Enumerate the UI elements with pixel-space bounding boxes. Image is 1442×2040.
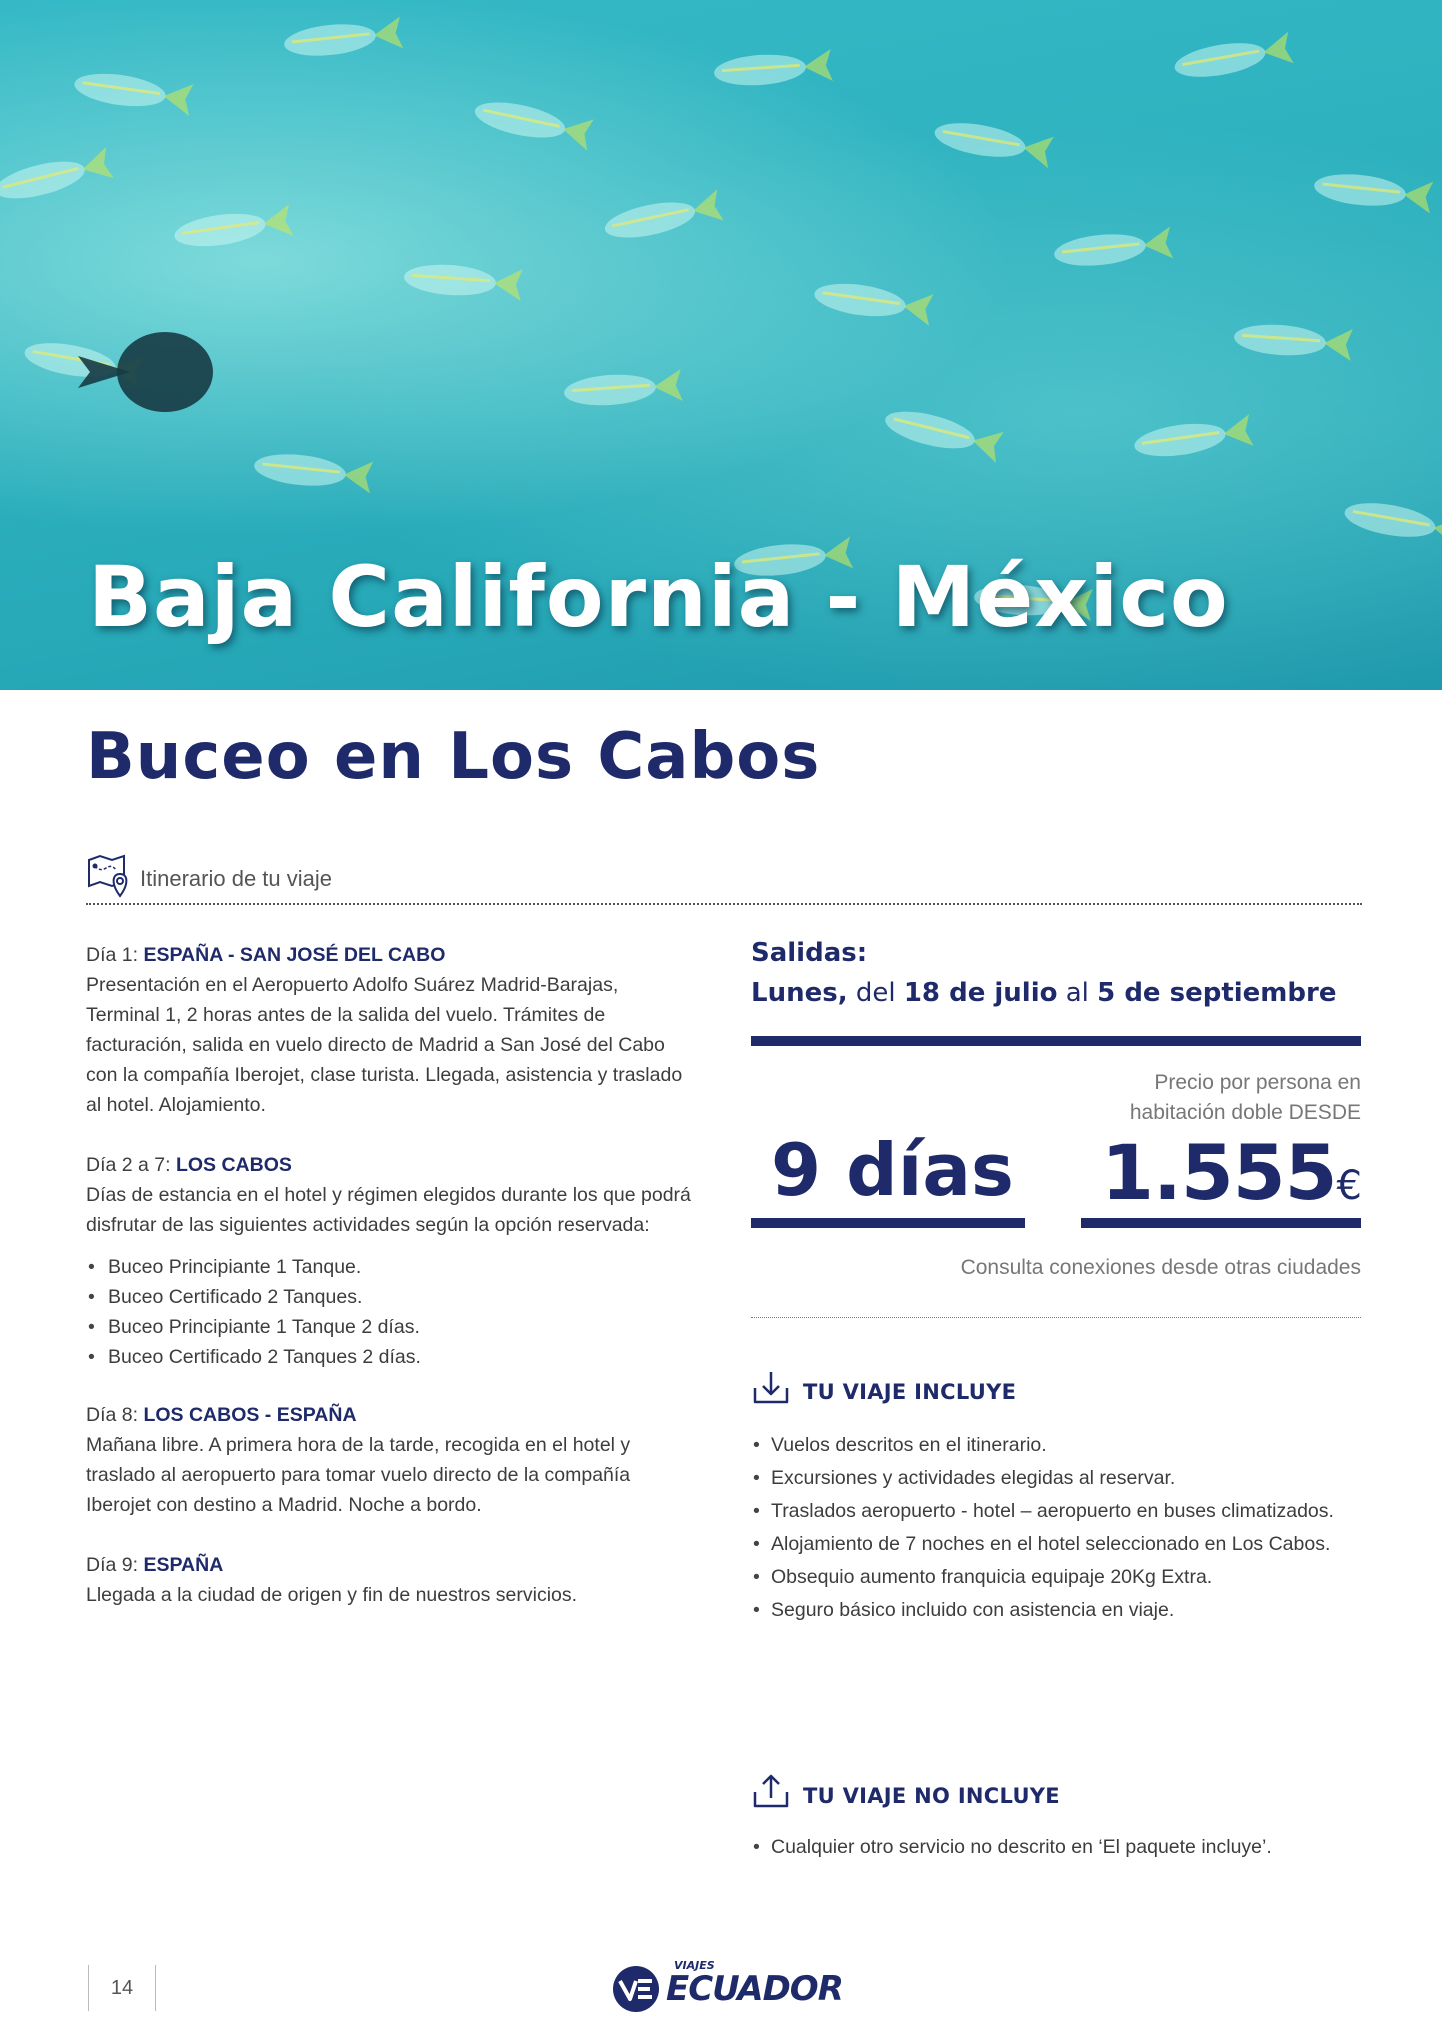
price-underline — [1081, 1218, 1361, 1228]
day-description: Presentación en el Aeropuerto Adolfo Suárez Madrid-Barajas, Terminal 1, 2 horas antes de la salida del vuelo. Trámites de facturación, salida en vuelo directo de Madrid a San José del Cabo con la compañía Iberojet, clase turista. Llegada, asistencia y traslado al hotel. Alojamiento. — [86, 974, 683, 1116]
departures-label: Salidas: — [751, 938, 868, 968]
price-value: 1.555 — [1101, 1128, 1337, 1217]
list-item: • Buceo Principiante 1 Tanque. — [86, 1252, 696, 1282]
divider-includes — [751, 1317, 1361, 1318]
day-destination: ESPAÑA — [143, 1554, 224, 1576]
page-number: 14 — [88, 1965, 156, 2011]
day-description: Mañana libre. A primera hora de la tarde, recogida en el hotel y traslado al aeropuerto para tomar vuelo directo de la compañía Iberojet con destino a Madrid. Noche a bordo. — [86, 1434, 631, 1516]
list-item: • Buceo Certificado 2 Tanques. — [86, 1282, 696, 1312]
logo-mark-icon — [610, 1963, 662, 2015]
hero-title: Baja California - México — [88, 548, 1229, 646]
trip-duration: 9 días — [771, 1128, 1014, 1212]
list-item: • Buceo Principiante 1 Tanque 2 días. — [86, 1312, 696, 1342]
divider-itinerary — [86, 903, 1362, 905]
hero-image — [0, 0, 1442, 690]
map-pin-icon — [86, 852, 132, 900]
price-amount — [1101, 1128, 1361, 1217]
brand-logo — [610, 1955, 850, 2019]
from-word: del — [855, 978, 896, 1008]
excludes-list — [751, 1834, 1351, 1867]
connections-note: Consulta conexiones desde otras ciudades — [960, 1256, 1361, 1279]
excludes-header — [751, 1772, 1361, 1816]
list-item: • Alojamiento de 7 noches en el hotel seleccionado en Los Cabos. — [751, 1531, 1351, 1558]
list-item: • Obsequio aumento franquicia equipaje 20Kg Extra. — [751, 1564, 1351, 1591]
departures-dates — [751, 978, 1361, 1008]
includes-header — [751, 1368, 1361, 1412]
departure-end-date: 5 de septiembre — [1097, 978, 1337, 1008]
day-description: Llegada a la ciudad de origen y fin de nuestros servicios. — [86, 1584, 578, 1606]
day-number: Día 8: — [86, 1404, 144, 1426]
includes-title: TU VIAJE INCLUYE — [803, 1380, 1017, 1404]
list-item: • Cualquier otro servicio no descrito en ‘El paquete incluye’. — [751, 1834, 1351, 1861]
logo-big-text: ECUADOR — [666, 1969, 843, 2009]
day-destination: ESPAÑA - SAN JOSÉ DEL CABO — [143, 944, 446, 966]
day-destination: LOS CABOS — [175, 1154, 292, 1176]
departure-weekday: Lunes, — [751, 978, 848, 1008]
price-note — [1130, 1068, 1361, 1128]
duration-underline — [751, 1218, 1025, 1228]
day-destination: LOS CABOS - ESPAÑA — [143, 1404, 357, 1426]
itinerary-day-9 — [86, 1550, 696, 1610]
divider-bar — [751, 1036, 1361, 1046]
price-box — [751, 938, 1361, 1318]
list-item: • Buceo Certificado 2 Tanques 2 días. — [86, 1342, 696, 1372]
upload-icon — [751, 1772, 791, 1812]
includes-list — [751, 1432, 1351, 1630]
itinerary-day-1 — [86, 940, 696, 1120]
day-number: Día 9: — [86, 1554, 144, 1576]
itinerary-label: Itinerario de tu viaje — [140, 866, 332, 891]
excludes-title: TU VIAJE NO INCLUYE — [803, 1784, 1060, 1808]
itinerary-list — [86, 940, 696, 1640]
currency-symbol: € — [1336, 1163, 1361, 1209]
list-item: • Seguro básico incluido con asistencia en viaje. — [751, 1597, 1351, 1624]
itinerary-day-8 — [86, 1400, 696, 1520]
trip-title: Buceo en Los Cabos — [86, 720, 821, 794]
departure-start-date: 18 de julio — [903, 978, 1058, 1008]
itinerary-header — [86, 850, 1362, 908]
day-description: Días de estancia en el hotel y régimen elegidos durante los que podrá disfrutar de las siguientes actividades según la opción reservada: — [86, 1184, 691, 1236]
day-number: Día 1: — [86, 944, 144, 966]
day-number: Día 2 a 7: — [86, 1154, 176, 1176]
download-icon — [751, 1368, 791, 1408]
price-note-line-1: Precio por persona en — [1154, 1071, 1361, 1094]
list-item: • Traslados aeropuerto - hotel – aeropuerto en buses climatizados. — [751, 1498, 1351, 1525]
price-note-line-2: habitación doble DESDE — [1129, 1101, 1361, 1124]
list-item: • Vuelos descritos en el itinerario. — [751, 1432, 1351, 1459]
itinerary-day-2-7 — [86, 1150, 696, 1240]
list-item: • Excursiones y actividades elegidas al reservar. — [751, 1465, 1351, 1492]
activity-list — [86, 1252, 696, 1372]
to-word: al — [1065, 978, 1089, 1008]
logo-small-text: VIAJES — [674, 1959, 715, 1972]
